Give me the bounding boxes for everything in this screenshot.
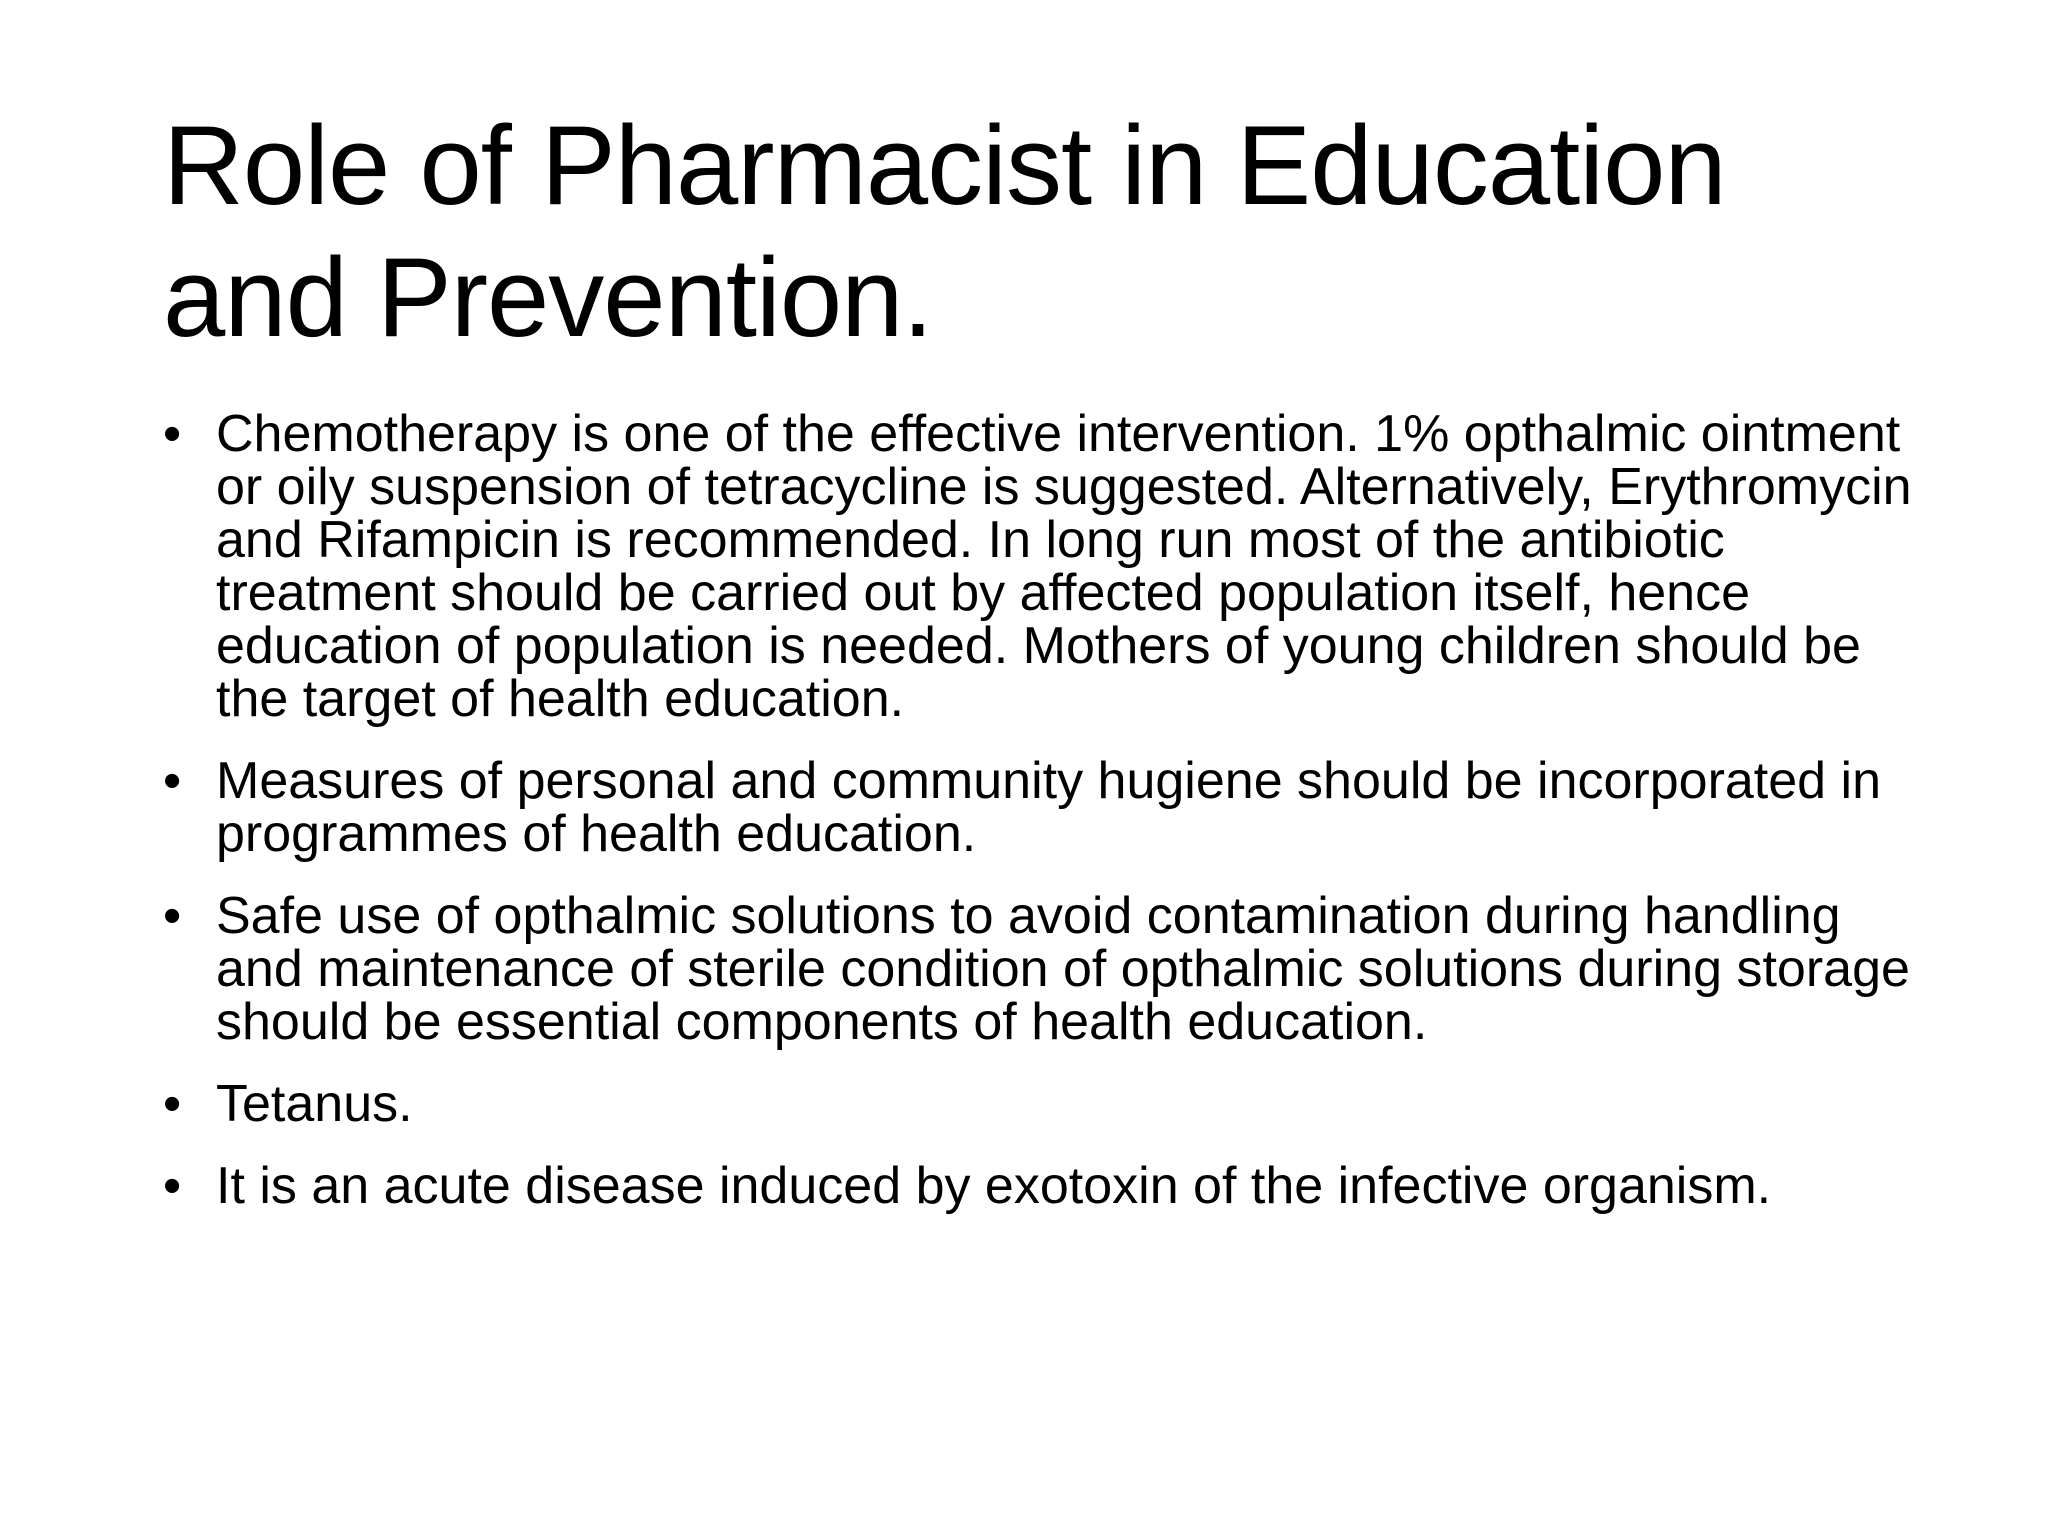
bullet-text: It is an acute disease induced by exotoxin of the infective organism. (216, 1157, 1772, 1215)
bullet-dot-icon: • (163, 752, 182, 810)
bullet-dot-icon: • (163, 405, 182, 463)
slide-title: Role of Pharmacist in Education and Prevention. (163, 103, 1726, 360)
bullet-dot-icon: • (163, 1157, 182, 1215)
bullet-text: Safe use of opthalmic solutions to avoid contamination during handling and maintenance of sterile condition of opthalmic solutions during storage should be essential components of health education. (216, 887, 1910, 1051)
bullet-text: Tetanus. (216, 1075, 413, 1133)
bullet-item (163, 1075, 1923, 1133)
bullet-text: Measures of personal and community hugiene should be incorporated in programmes of health education. (216, 752, 1882, 863)
bullet-dot-icon: • (163, 1075, 182, 1133)
bullet-item (163, 405, 1923, 728)
bullet-item (163, 752, 1923, 863)
bullet-item (163, 887, 1923, 1051)
bullet-list (163, 405, 1923, 1242)
bullet-dot-icon: • (163, 887, 182, 945)
bullet-text: Chemotherapy is one of the effective intervention. 1% opthalmic ointment or oily suspension of tetracycline is suggested. Alternatively, Erythromycin and Rifampicin is recommended. In long run most of the antibiotic treatment should be carried out by affected population itself, hence education of population is needed. Mothers of young children should be the target of health education. (216, 405, 1912, 728)
bullet-item (163, 1157, 1923, 1215)
